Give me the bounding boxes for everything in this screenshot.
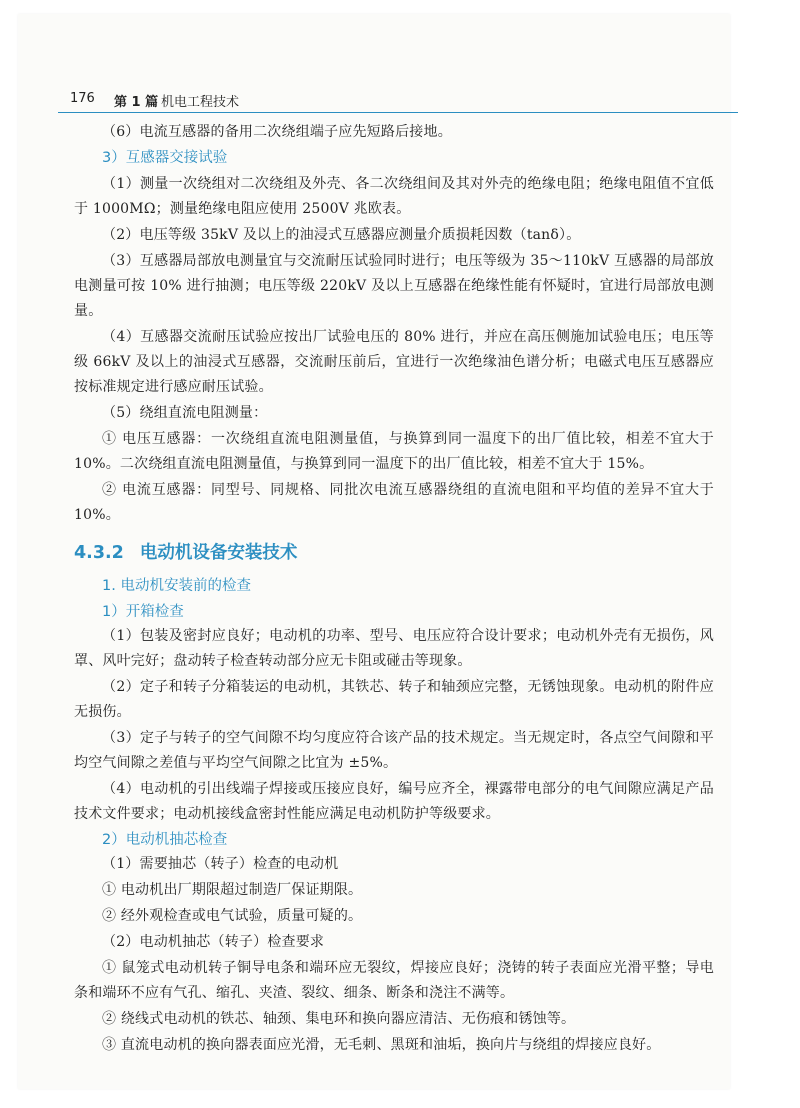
paragraph: ② 电流互感器：同型号、同规格、同批次电流互感器绕组的直流电阻和平均值的差异不宜大于 10%。 — [74, 482, 714, 523]
paragraph: （2）电压等级 35kV 及以上的油浸式互感器应测量介质损耗因数（tanδ）。 — [102, 227, 581, 243]
page-body — [74, 120, 714, 1059]
paragraph: ② 绕线式电动机的铁芯、轴颈、集电环和换向器应清洁、无伤痕和锈蚀等。 — [102, 1011, 576, 1027]
subheading: 3）互感器交接试验 — [102, 150, 228, 166]
part-label: 第 1 篇 — [114, 95, 159, 110]
section-title: 电动机设备安装技术 — [139, 543, 298, 563]
paragraph: （3）定子与转子的空气间隙不均匀度应符合该产品的技术规定。当无规定时，各点空气间隙和平均空气间隙之差值与平均空气间隙之比宜为 ±5%。 — [74, 730, 714, 771]
paragraph: （5）绕组直流电阻测量： — [102, 405, 268, 421]
paragraph: （1）测量一次绕组对二次绕组及外壳、各二次绕组间及其对外壳的绝缘电阻；绝缘电阻值不宜低于 1000MΩ；测量绝缘电阻应使用 2500V 兆欧表。 — [74, 176, 714, 217]
paragraph: （4）电动机的引出线端子焊接或压接应良好，编号应齐全，裸露带电部分的电气间隙应满足产品技术文件要求；电动机接线盒密封性能应满足电动机防护等级要求。 — [74, 781, 714, 822]
paragraph: （2）定子和转子分箱装运的电动机，其铁芯、转子和轴颈应完整，无锈蚀现象。电动机的附件应无损伤。 — [74, 679, 714, 720]
paragraph: （1）需要抽芯（转子）检查的电动机 — [102, 856, 339, 872]
paragraph: （1）包装及密封应良好；电动机的功率、型号、电压应符合设计要求；电动机外壳有无损伤，风罩、风叶完好；盘动转子检查转动部分应无卡阻或碰击等现象。 — [74, 628, 714, 669]
paragraph: （4）互感器交流耐压试验应按出厂试验电压的 80% 进行，并应在高压侧施加试验电压；电压等级 66kV 及以上的油浸式互感器，交流耐压前后，宜进行一次绝缘油色谱分析；电磁式电压互感器应按标准规定进行感应耐压试验。 — [74, 329, 714, 395]
paragraph: ① 电压互感器：一次绕组直流电阻测量值，与换算到同一温度下的出厂值比较，相差不宜大于 10%。二次绕组直流电阻测量值，与换算到同一温度下的出厂值比较，相差不宜大于 15%。 — [74, 431, 714, 472]
paragraph: （3）互感器局部放电测量宜与交流耐压试验同时进行；电压等级为 35～110kV 互感器的局部放电测量可按 10% 进行抽测；电压等级 220kV 及以上互感器在绝缘性能有怀疑时，宜进行局部放电测量。 — [74, 253, 714, 319]
subheading: 1. 电动机安装前的检查 — [102, 578, 251, 594]
paragraph: （2）电动机抽芯（转子）检查要求 — [102, 934, 325, 950]
paragraph: ① 电动机出厂期限超过制造厂保证期限。 — [102, 882, 363, 898]
paragraph: ③ 直流电动机的换向器表面应光滑，无毛刺、黑斑和油垢，换向片与绕组的焊接应良好。 — [102, 1037, 661, 1053]
subsubheading: 2）电动机抽芯检查 — [102, 832, 228, 848]
paragraph: ② 经外观检查或电气试验，质量可疑的。 — [102, 908, 363, 924]
paragraph: （6）电流互感器的备用二次绕组端子应先短路后接地。 — [102, 124, 452, 140]
book-part-title: 机电工程技术 — [161, 95, 240, 110]
section-heading — [74, 538, 714, 568]
subsubheading: 1）开箱检查 — [102, 604, 184, 620]
paragraph: ① 鼠笼式电动机转子铜导电条和端环应无裂纹，焊接应良好；浇铸的转子表面应光滑平整；导电条和端环不应有气孔、缩孔、夹渣、裂纹、细条、断条和浇注不满等。 — [74, 960, 714, 1001]
page-number: 176 — [70, 91, 95, 106]
running-header — [58, 88, 738, 113]
section-number: 4.3.2 — [74, 543, 124, 563]
